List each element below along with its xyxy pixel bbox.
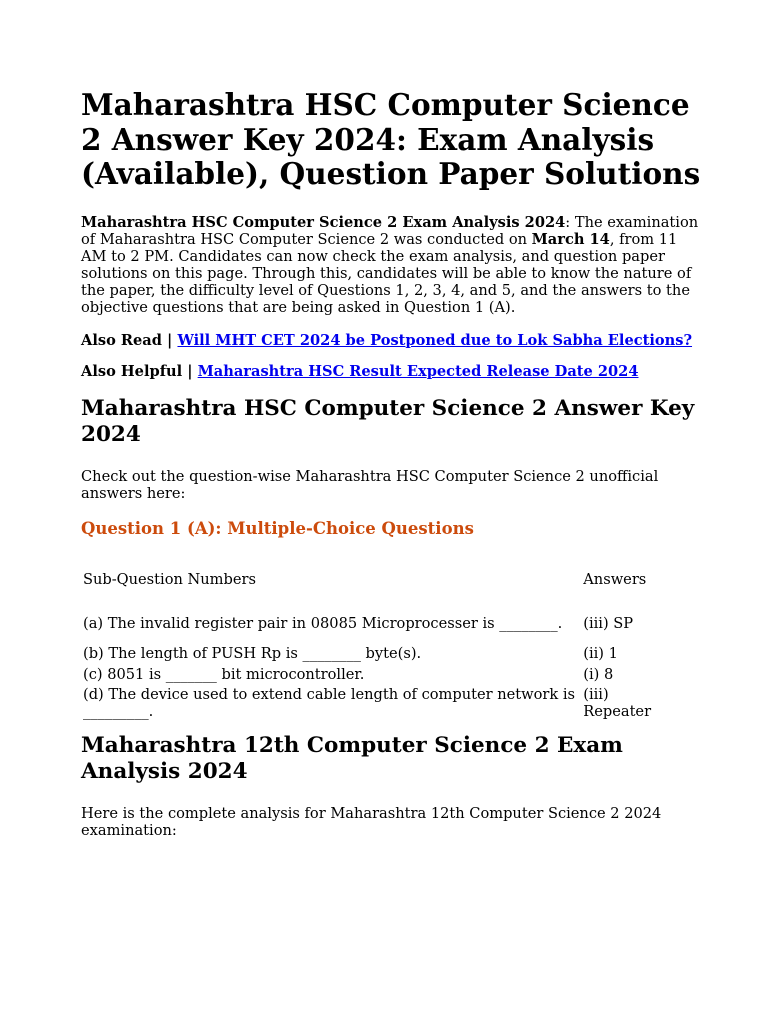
table-cell-answer: (ii) 1 xyxy=(583,644,618,662)
intro-paragraph xyxy=(81,214,701,316)
table-row xyxy=(81,643,681,664)
table-header-row xyxy=(81,569,681,605)
page-title: Maharashtra HSC Computer Science 2 Answer Key 2024: Exam Analysis (Available), Question Paper Solutions xyxy=(81,87,701,191)
question-heading: Question 1 (A): Multiple-Choice Questions xyxy=(81,518,474,538)
table-cell-question: (b) The length of PUSH Rp is ________ byte(s). xyxy=(83,644,422,662)
intro-bold-lead: Maharashtra HSC Computer Science 2 Exam Analysis 2024 xyxy=(81,213,566,231)
table-cell-answer: (iii) SP xyxy=(583,615,634,632)
table-cell-question: (c) 8051 is _______ bit microcontroller. xyxy=(83,665,365,683)
table-cell-answer: (iii) Repeater xyxy=(583,685,652,720)
answer-key-heading: Maharashtra HSC Computer Science 2 Answer Key 2024 xyxy=(81,395,695,447)
analysis-heading: Maharashtra 12th Computer Science 2 Exam Analysis 2024 xyxy=(81,732,623,784)
answer-key-intro: Check out the question-wise Maharashtra HSC Computer Science 2 unofficial answers here: xyxy=(81,467,659,502)
table-row xyxy=(81,664,681,685)
table-row xyxy=(81,685,681,721)
also-helpful-link[interactable]: Maharashtra HSC Result Expected Release Date 2024 xyxy=(197,362,639,380)
table-cell-question: (a) The invalid register pair in 08085 Microprocesser is ________. xyxy=(83,615,563,632)
also-read-label: Also Read | xyxy=(81,331,178,349)
intro-exam-date: March 14 xyxy=(531,230,610,248)
table-header-question: Sub-Question Numbers xyxy=(83,570,256,588)
intro-text-1: : The examination of Maharashtra HSC Computer Science 2 was conducted on xyxy=(81,213,699,248)
also-helpful-label: Also Helpful | xyxy=(81,362,198,380)
intro-text-2: , from 11 AM to 2 PM. Candidates can now check the exam analysis, and question paper solutions on this page. Through this, candidates will be able to know the nature of the paper, the difficulty level of Questions 1, 2, 3, 4, and 5, and the answers to the objective questions that are being asked in Question 1 (A). xyxy=(81,230,692,316)
table-cell-question: (d) The device used to extend cable length of computer network is _________. xyxy=(83,685,576,720)
table-row xyxy=(81,605,681,643)
table-cell-answer: (i) 8 xyxy=(583,665,614,683)
also-read xyxy=(81,332,701,349)
table-header-answer: Answers xyxy=(583,570,647,588)
also-read-link[interactable]: Will MHT CET 2024 be Postponed due to Lok Sabha Elections? xyxy=(177,331,693,349)
also-helpful xyxy=(81,363,701,380)
article xyxy=(81,88,701,839)
answer-table xyxy=(81,569,681,721)
analysis-intro: Here is the complete analysis for Maharashtra 12th Computer Science 2 2024 examination: xyxy=(81,804,662,839)
